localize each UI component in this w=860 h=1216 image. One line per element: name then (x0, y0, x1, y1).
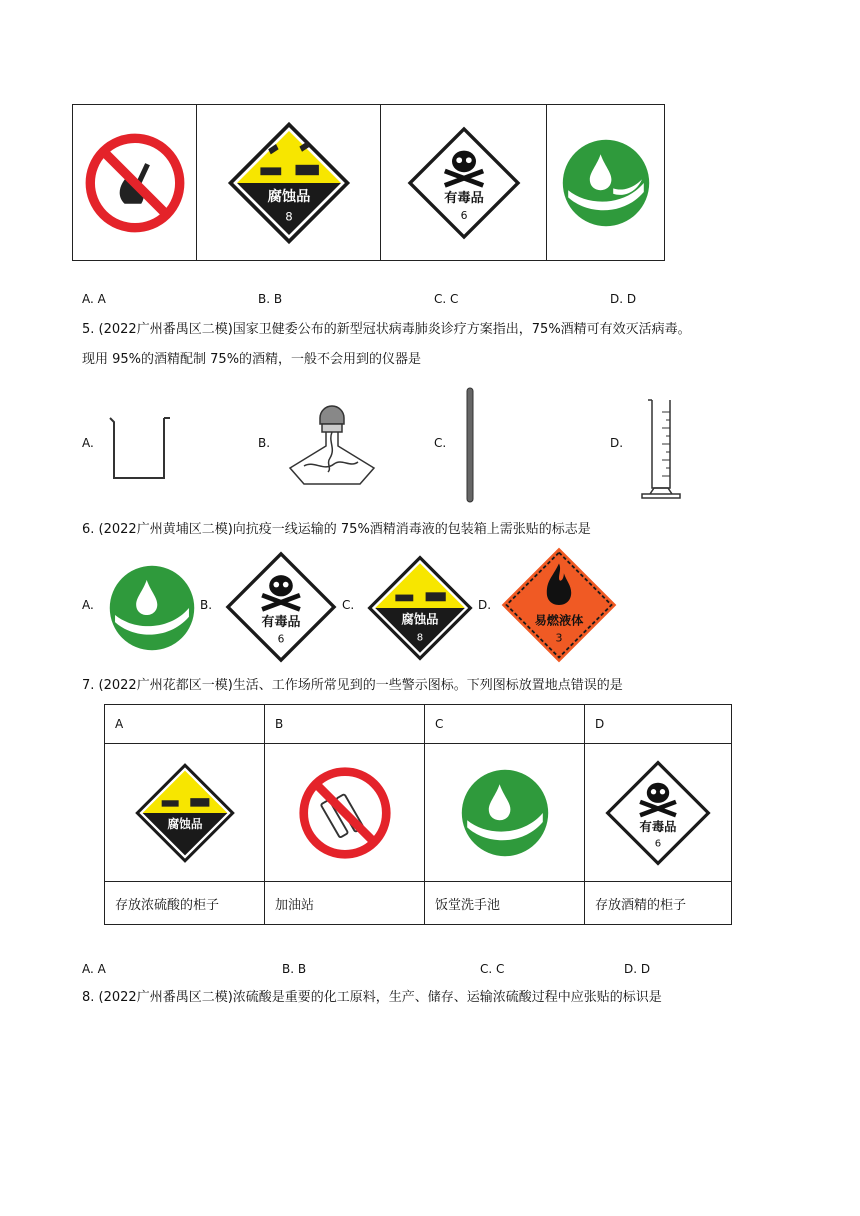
svg-text:腐蚀品: 腐蚀品 (267, 188, 310, 205)
q5-source: (2022广州番禺区二模) (98, 322, 233, 337)
q7-header-d: D (585, 705, 732, 744)
q5-stem-line2: 现用 95%的酒精配制 75%的酒精，一般不会用到的仪器是 (82, 352, 422, 367)
water-saving-icon (561, 138, 651, 228)
svg-text:腐蚀品: 腐蚀品 (401, 612, 439, 627)
q7-number: 7. (82, 678, 95, 693)
q6-text: 向抗疫一线运输的 75%酒精消毒液的包装箱上需张贴的标志是 (232, 522, 591, 537)
q5-text-line1: 国家卫健委公布的新型冠状病毒肺炎诊疗方案指出，75%酒精可有效灭活病毒。 (232, 322, 691, 337)
corrosive-sign-icon (132, 760, 238, 866)
q7-source: (2022广州花都区一模) (98, 678, 233, 693)
q7-option-d[interactable]: D. D (624, 962, 651, 976)
q7-sign-table (104, 704, 732, 925)
svg-text:有毒品: 有毒品 (639, 819, 677, 834)
q6-option-d-label[interactable]: D. (478, 598, 492, 612)
water-saving-icon (460, 768, 550, 858)
q7-image-c (425, 744, 585, 882)
q5-stem (82, 318, 802, 342)
q4-option-b[interactable]: B. B (258, 292, 283, 306)
svg-text:6: 6 (460, 208, 467, 222)
q7-caption-d: 存放酒精的柜子 (585, 882, 732, 925)
q8-source: (2022广州番禺区二模) (98, 990, 233, 1005)
q5-option-b-label[interactable]: B. (258, 436, 271, 450)
q7-caption-c: 饭堂洗手池 (425, 882, 585, 925)
glass-rod-icon[interactable] (464, 386, 476, 504)
q7-header-b: B (265, 705, 425, 744)
svg-text:腐蚀品: 腐蚀品 (167, 816, 202, 831)
q8-number: 8. (82, 990, 95, 1005)
q4-option-a[interactable]: A. A (82, 292, 106, 306)
q4-cell-c (381, 105, 547, 261)
no-fire-icon (83, 131, 187, 235)
q7-text: 生活、工作场所常见到的一些警示图标。下列图标放置地点错误的是 (232, 678, 623, 693)
svg-text:有毒品: 有毒品 (443, 190, 484, 206)
toxic-sign-icon (602, 757, 714, 869)
q4-option-c[interactable]: C. C (434, 292, 459, 306)
beaker-icon[interactable] (104, 412, 176, 484)
q6-source: (2022广州黄埔区二模) (98, 522, 233, 537)
q5-option-a-label[interactable]: A. (82, 436, 94, 450)
q5-option-d-label[interactable]: D. (610, 436, 624, 450)
q4-cell-a (73, 105, 197, 261)
toxic-sign-icon (404, 123, 524, 243)
q7-image-a (105, 744, 265, 882)
q7-image-b (265, 744, 425, 882)
q8-stem (82, 986, 802, 1010)
q6-number: 6. (82, 522, 95, 537)
q4-cell-d (547, 105, 665, 261)
svg-text:易燃液体: 易燃液体 (534, 613, 584, 628)
q5-number: 5. (82, 322, 95, 337)
q6-option-b-label[interactable]: B. (200, 598, 213, 612)
corrosive-sign-icon (224, 118, 354, 248)
q6-option-c-label[interactable]: C. (342, 598, 355, 612)
q4-cell-b (197, 105, 381, 261)
q7-image-d (585, 744, 732, 882)
svg-text:有毒品: 有毒品 (261, 614, 301, 630)
q7-option-b[interactable]: B. B (282, 962, 307, 976)
alcohol-lamp-icon[interactable] (284, 402, 380, 488)
q7-caption-a: 存放浓硫酸的柜子 (105, 882, 265, 925)
flammable-liquid-sign-icon[interactable] (498, 544, 620, 666)
corrosive-sign-icon[interactable] (364, 552, 476, 664)
svg-text:3: 3 (555, 631, 563, 645)
q7-option-c[interactable]: C. C (480, 962, 505, 976)
q7-stem (82, 674, 782, 698)
q8-text: 浓硫酸是重要的化工原料，生产、储存、运输浓硫酸过程中应张贴的标识是 (232, 990, 662, 1005)
no-smoking-icon (297, 765, 393, 861)
svg-text:8: 8 (416, 632, 424, 644)
q7-option-a[interactable]: A. A (82, 962, 106, 976)
q5-option-c-label[interactable]: C. (434, 436, 447, 450)
q7-header-a: A (105, 705, 265, 744)
water-saving-icon[interactable] (108, 564, 196, 652)
q7-header-c: C (425, 705, 585, 744)
svg-text:6: 6 (654, 838, 662, 850)
toxic-sign-icon[interactable] (222, 548, 340, 666)
q4-option-d[interactable]: D. D (610, 292, 637, 306)
q6-stem (82, 518, 782, 542)
graduated-cylinder-icon[interactable] (638, 398, 684, 500)
q6-option-a-label[interactable]: A. (82, 598, 94, 612)
svg-text:8: 8 (284, 209, 293, 224)
svg-text:6: 6 (277, 632, 285, 646)
q4-sign-table (72, 104, 665, 261)
q7-caption-b: 加油站 (265, 882, 425, 925)
